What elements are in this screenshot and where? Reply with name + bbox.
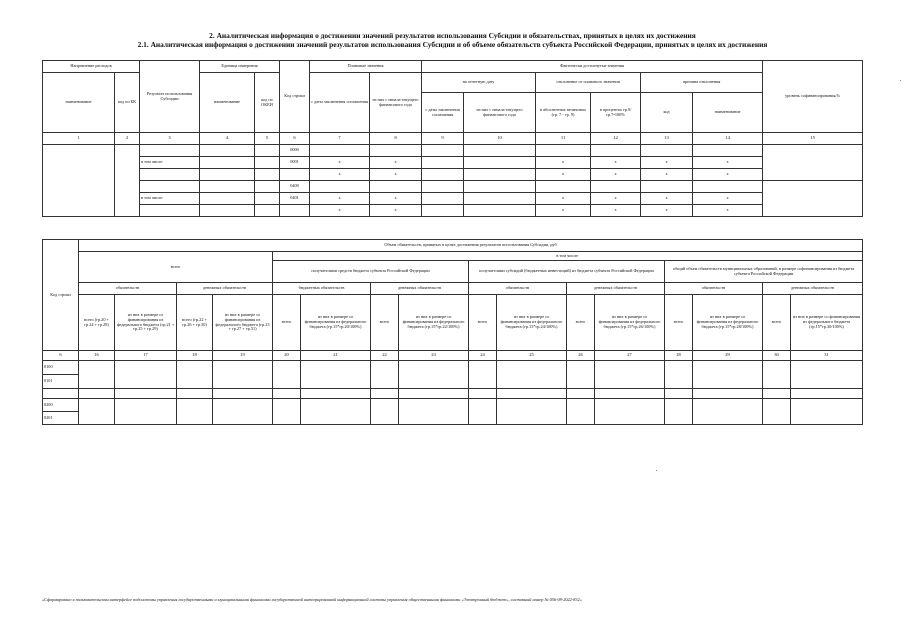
value-cell[interactable] [79,361,115,389]
row-code-cell: 0000 [280,145,310,157]
col-num: 6 [280,133,310,145]
plan-a-cell[interactable]: x [310,157,370,169]
header-unit-name: наименование [200,73,255,133]
col-num: 24 [469,351,497,361]
header-monetary-obligations: денежных обязательств [763,283,863,295]
header-obligations: обязательств [469,283,567,295]
value-cell[interactable] [497,389,567,399]
fact-b-cell[interactable] [464,193,536,205]
okei-cell[interactable] [255,145,280,157]
bk-code-cell[interactable] [115,145,140,217]
header-including: в том числе: [273,252,863,261]
header-group-subsidy-recipients: получателями субсидий (бюджетных инвестиций) из бюджета субъекта Российской Федерации [469,261,665,283]
col-num: 19 [213,351,273,361]
plan-a-cell[interactable]: x [310,193,370,205]
col-num: 27 [595,351,665,361]
header-direction-name: наименование [43,73,115,133]
dev-abs-cell[interactable] [536,145,591,157]
fact-b-cell[interactable] [464,181,536,193]
header-reason: причина отклонения [641,73,763,93]
unit-name-cell[interactable] [200,169,255,181]
header-c19: из них в размере со финансирования из федерального бюджета (гр.23 + гр.27 + гр.31) [213,295,273,351]
reason-code-cell[interactable] [641,145,693,157]
header-total: всего [79,252,273,283]
col-num: 9 [422,133,464,145]
value-cell[interactable] [665,399,693,425]
col-num: 23 [399,351,469,361]
header-okei: код по ОКЕИ [255,73,280,133]
header-c20: всего [273,295,301,351]
value-cell[interactable] [595,389,665,399]
unit-name-cell[interactable] [200,181,255,193]
value-cell[interactable] [213,389,273,399]
value-cell[interactable] [791,361,863,389]
value-cell[interactable] [115,389,177,399]
header-c22: всего [371,295,399,351]
row-code-cell: 0101 [43,375,79,389]
value-cell[interactable] [693,389,763,399]
header-c17: из них в размере со финансирования из федерального бюджета (гр.21 + гр.25 + гр.29) [115,295,177,351]
result-cell[interactable]: в том числе: [140,193,200,205]
reason-name-cell[interactable]: x [693,169,763,181]
header-plan-since-agreement: с даты заключения соглашения [310,73,370,133]
value-cell[interactable] [595,361,665,389]
header-fact-since-year: из них с начала текущего финансового года [464,93,536,133]
okei-cell[interactable] [255,193,280,205]
value-cell[interactable] [273,399,301,425]
header-reason-code: код [641,93,693,133]
header-c18: всего (гр.22 + гр.26 + гр.30) [177,295,213,351]
plan-b-cell[interactable]: x [370,169,422,181]
header-reason-name: наименование [693,93,763,133]
row-code-cell [280,205,310,217]
okei-cell[interactable] [255,205,280,217]
value-cell[interactable] [497,399,567,425]
fact-a-cell[interactable] [422,157,464,169]
col-num: 6 [43,351,79,361]
fact-b-cell[interactable] [464,169,536,181]
col-num: 31 [791,351,863,361]
col-num: 17 [115,351,177,361]
col-num: 29 [693,351,763,361]
cofinancing-cell[interactable] [763,181,863,217]
header-deviation-pct: в процентах гр.9/гр.7•100% [591,93,641,133]
titles-block [0,31,905,49]
header-c16: всего (гр.20 + гр.24 + гр.28) [79,295,115,351]
header-deviation: отклонение от планового значения [536,73,641,93]
header-monetary-obligations: денежных обязательств [371,283,469,295]
header-monetary-obligations: денежных обязательств [567,283,665,295]
header-group-budget-recipients: получателями средств бюджета субъекта Российской Федерации [273,261,469,283]
col-num: 10 [464,133,536,145]
header-c25: из них в размере со финансирования из федерального бюджета (гр.15*гр.24/100%) [497,295,567,351]
obligations-table [42,239,863,425]
value-cell[interactable] [567,399,595,425]
header-monetary-obligations: денежных обязательств [177,283,273,295]
value-cell[interactable] [273,389,301,399]
header-bk-code: код по БК [115,73,140,133]
row-code-cell: 0001 [280,157,310,169]
reason-code-cell[interactable]: x [641,157,693,169]
reason-name-cell[interactable] [693,145,763,157]
value-cell[interactable] [79,399,115,425]
plan-b-cell[interactable]: x [370,193,422,205]
row-code-cell [43,389,79,399]
header-actual: Фактически достигнутые значения [422,61,763,73]
col-num: 4 [200,133,255,145]
plan-b-cell[interactable] [370,145,422,157]
unit-name-cell[interactable] [200,157,255,169]
fact-b-cell[interactable] [464,145,536,157]
col-num: 18 [177,351,213,361]
header-group-municipal: общий объем обязательств муниципальных образований, в размере софинансирования из бюджета субъекта Российской Федерации [665,261,863,283]
header-c23: из них в размере со финансирования из федерального бюджета (гр.15*гр.22/100%) [399,295,469,351]
col-num: 1 [43,133,115,145]
col-num: 13 [641,133,693,145]
reason-code-cell[interactable]: x [641,193,693,205]
value-cell[interactable] [399,389,469,399]
plan-a-cell[interactable]: x [310,169,370,181]
value-cell[interactable] [301,361,371,389]
reason-name-cell[interactable]: x [693,205,763,217]
row-code-cell [280,169,310,181]
value-cell[interactable] [301,399,371,425]
value-cell[interactable] [273,361,301,389]
header-c29: из них в размере со финансирования из федерального бюджета (гр.15*гр.28/100%) [693,295,763,351]
col-num: 5 [255,133,280,145]
fact-b-cell[interactable] [464,205,536,217]
result-cell[interactable] [140,169,200,181]
result-cell[interactable] [140,181,200,193]
value-cell[interactable] [469,361,497,389]
unit-name-cell[interactable] [200,205,255,217]
header-result: Результат использования Субсидии [140,61,200,133]
value-cell[interactable] [693,361,763,389]
header-plan-since-year: из них с начала текущего финансового года [370,73,422,133]
value-cell[interactable] [791,399,863,425]
header-obligations: обязательств [79,283,177,295]
col-num: 2 [115,133,140,145]
col-num: 11 [536,133,591,145]
col-num: 20 [273,351,301,361]
value-cell[interactable] [213,399,273,425]
header-direction: Направление расходов [43,61,140,73]
dev-abs-cell[interactable]: x [536,193,591,205]
dev-abs-cell[interactable]: x [536,169,591,181]
value-cell[interactable] [567,389,595,399]
col-num: 26 [567,351,595,361]
header-budget-obligations: бюджетных обязательств [273,283,371,295]
value-cell[interactable] [469,399,497,425]
value-cell[interactable] [497,361,567,389]
value-cell[interactable] [213,361,273,389]
value-cell[interactable] [693,399,763,425]
header-c31: из них в размере со финансирования из федерального бюджета (гр.15*гр.30/100%) [791,295,863,351]
header-obligations-volume: Объем обязательств, принятых в целях достижения результатов использования Субсидии, руб [79,240,863,252]
header-row-code: Код строки [280,61,310,133]
value-cell[interactable] [115,399,177,425]
value-cell[interactable] [595,399,665,425]
value-cell[interactable] [665,361,693,389]
cofinancing-cell[interactable] [763,145,863,181]
row-code-cell: 0201 [43,412,79,425]
row-code-cell: 0100 [43,361,79,375]
header-unit: Единица измерения [200,61,280,73]
reason-code-cell[interactable] [641,181,693,193]
col-num: 7 [310,133,370,145]
col-num: 15 [763,133,863,145]
dev-abs-cell[interactable]: x [536,157,591,169]
reason-name-cell[interactable]: x [693,193,763,205]
plan-b-cell[interactable]: x [370,157,422,169]
value-cell[interactable] [79,389,115,399]
header-c28: всего [665,295,693,351]
value-cell[interactable] [115,361,177,389]
value-cell[interactable] [177,361,213,389]
dev-pct-cell[interactable]: x [591,169,641,181]
value-cell[interactable] [791,389,863,399]
value-cell[interactable] [399,361,469,389]
plan-b-cell[interactable]: x [370,205,422,217]
dev-pct-cell[interactable]: x [591,205,641,217]
value-cell[interactable] [177,389,213,399]
col-num: 3 [140,133,200,145]
col-num: 14 [693,133,763,145]
row-code-cell: 0400 [280,181,310,193]
direction-name-cell[interactable] [43,145,115,217]
section-title: 2. Аналитическая информация о достижении значений результатов использования Субсидии и обязательствах, принятых в целях их достижения [209,31,696,40]
row-code-cell: 0401 [280,193,310,205]
okei-cell[interactable] [255,169,280,181]
unit-name-cell[interactable] [200,145,255,157]
okei-cell[interactable] [255,157,280,169]
dev-pct-cell[interactable] [591,145,641,157]
header-obligations: обязательств [665,283,763,295]
header-fact-since-agreement: с даты заключения соглашения [422,93,464,133]
value-cell[interactable] [177,399,213,425]
col-num: 22 [371,351,399,361]
header-deviation-abs: в абсолютных величинах (гр. 7 - гр. 9) [536,93,591,133]
plan-a-cell[interactable] [310,145,370,157]
result-cell[interactable]: в том числе: [140,157,200,169]
result-cell[interactable] [140,145,200,157]
value-cell[interactable] [371,389,399,399]
value-cell[interactable] [763,399,791,425]
header-report-date: на отчетную дату [422,73,536,93]
col-num: 21 [301,351,371,361]
dev-abs-cell[interactable]: x [536,205,591,217]
fact-a-cell[interactable] [422,181,464,193]
value-cell[interactable] [763,361,791,389]
col-num: 16 [79,351,115,361]
scan-mark [900,80,901,81]
reason-code-cell[interactable]: x [641,169,693,181]
reason-name-cell[interactable]: x [693,157,763,169]
value-cell[interactable] [301,389,371,399]
header-c21: из них в размере со финансирования из федерального бюджета (гр.15*гр.20/100%) [301,295,371,351]
header-c27: из них в размере со финансирования из федерального бюджета (гр.15*гр.26/100%) [595,295,665,351]
fact-a-cell[interactable] [422,169,464,181]
col-num: 8 [370,133,422,145]
unit-name-cell[interactable] [200,193,255,205]
value-cell[interactable] [371,399,399,425]
dev-pct-cell[interactable]: x [591,193,641,205]
footer-note: «Сформировано в пользовательском интерфейсе подсистемы управления государственными и муниципальными финансами государственной интегрированной информационной системы управления общественными финансами «Электронный бюджет», системный номер № 056-09-2022-832» [42,597,582,602]
col-num: 30 [763,351,791,361]
fact-a-cell[interactable] [422,205,464,217]
fact-a-cell[interactable] [422,193,464,205]
header-row-code: Код строки [43,240,79,351]
value-cell[interactable] [399,399,469,425]
value-cell[interactable] [371,361,399,389]
plan-a-cell[interactable] [310,181,370,193]
plan-b-cell[interactable] [370,181,422,193]
col-num: 25 [497,351,567,361]
dev-pct-cell[interactable] [591,181,641,193]
subsection-title: 2.1. Аналитическая информация о достижении значений результатов использования Субсидии и об объеме обязательств субъекта Российской Федерации, принятых в целях их достижения [137,40,768,49]
fact-b-cell[interactable] [464,157,536,169]
reason-name-cell[interactable] [693,181,763,193]
header-cofinancing-level: уровень софинансирования,% [763,61,863,133]
fact-a-cell[interactable] [422,145,464,157]
header-c24: всего [469,295,497,351]
okei-cell[interactable] [255,181,280,193]
header-c30: всего [763,295,791,351]
col-num: 12 [591,133,641,145]
col-num: 28 [665,351,693,361]
dev-pct-cell[interactable]: x [591,157,641,169]
value-cell[interactable] [567,361,595,389]
results-table [42,60,863,217]
reason-code-cell[interactable]: x [641,205,693,217]
result-cell[interactable] [140,205,200,217]
dev-abs-cell[interactable] [536,181,591,193]
value-cell[interactable] [469,389,497,399]
value-cell[interactable] [763,389,791,399]
header-planned: Плановые значения [310,61,422,73]
scan-mark [656,470,657,471]
header-c26: всего [567,295,595,351]
value-cell[interactable] [665,389,693,399]
plan-a-cell[interactable]: x [310,205,370,217]
row-code-cell: 0200 [43,399,79,412]
